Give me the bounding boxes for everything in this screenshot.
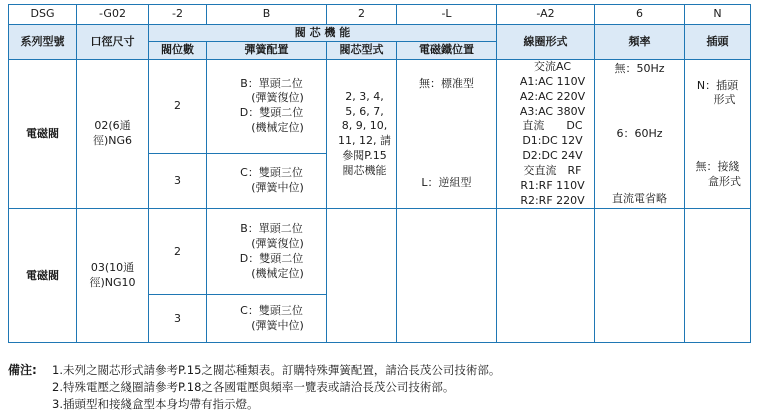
table-row	[9, 60, 751, 154]
coil-line: A2:AC 220V	[519, 89, 586, 103]
port-size-text: 02(6通徑)NG6	[92, 119, 133, 148]
code-spool: 2	[327, 5, 397, 25]
header-spring: 彈簧配置	[207, 42, 327, 60]
spring-line: (彈簧中位)	[251, 318, 304, 332]
coil-line: D2:DC 24V	[522, 149, 583, 163]
coil-line: 交直流 RF	[523, 163, 582, 177]
coil-line: 交流AC	[533, 60, 571, 73]
coil-line: R2:RF 220V	[520, 193, 585, 207]
code-size: -G02	[77, 5, 149, 25]
header-row-1	[9, 25, 751, 42]
header-mounting: 電磁鐵位置	[397, 42, 497, 60]
spring-line: (機械定位)	[251, 121, 304, 135]
notes-label: 備注:	[8, 363, 37, 377]
header-positions: 閥位數	[149, 42, 207, 60]
coil-line: A1:AC 110V	[519, 74, 586, 88]
mounting-cell-empty	[397, 209, 497, 343]
spring-line: D：雙頭二位	[239, 106, 304, 120]
mounting-standard: 無：標准型	[419, 77, 474, 91]
spring-cell	[207, 153, 327, 209]
port-size-text: 03(10通徑)NG10	[89, 261, 136, 289]
port-size-cell	[77, 60, 149, 209]
frequency-dc: 直流電省略	[612, 191, 667, 205]
frequency-cell-empty	[595, 209, 685, 343]
code-row	[9, 5, 751, 25]
frequency-gap	[595, 77, 684, 127]
spring-line: C：雙頭三位	[240, 304, 303, 318]
code-mounting: -L	[397, 5, 497, 25]
positions-cell: 2	[149, 60, 207, 154]
connector-line: N：插頭	[696, 78, 739, 92]
connector-cell-empty	[685, 209, 751, 343]
notes-lines	[52, 362, 500, 413]
spring-line: C：雙頭三位	[240, 166, 303, 180]
coil-line: 直流 DC	[522, 119, 583, 133]
connector-line: 形式	[713, 93, 736, 107]
note-line: 2.特殊電壓之綫圈請參考P.18之各國電壓與頻率一覽表或請洽長茂公司技術部。	[52, 380, 455, 394]
table-row	[9, 209, 751, 295]
spring-line: B：單頭二位	[240, 76, 303, 90]
spool-line: 閥芯機能	[342, 163, 387, 177]
code-series: DSG	[9, 5, 77, 25]
spring-line: (彈簧復位)	[251, 91, 304, 105]
connector-gap	[685, 108, 750, 160]
connector-cell	[685, 60, 751, 209]
spring-line: B：單頭二位	[240, 222, 303, 236]
code-positions: -2	[149, 5, 207, 25]
coil-line: R1:RF 110V	[520, 178, 585, 192]
connector-line: 無：接綫	[695, 160, 740, 174]
header-frequency: 頻率	[595, 25, 685, 60]
spool-line: 11, 12, 請	[338, 134, 391, 148]
code-connector: N	[685, 5, 751, 25]
model-code-table	[8, 4, 751, 343]
spool-line: 8, 9, 10,	[341, 119, 388, 133]
mounting-reverse: L：逆組型	[421, 176, 472, 190]
spring-line: (彈簧中位)	[251, 181, 304, 195]
series-cell: 電磁閥	[9, 60, 77, 209]
positions-cell: 3	[149, 153, 207, 209]
spool-type-cell	[327, 60, 397, 209]
spring-line: D：雙頭二位	[239, 251, 304, 265]
spring-cell	[207, 295, 327, 343]
spool-line: 2, 3, 4,	[345, 89, 384, 103]
positions-cell: 2	[149, 209, 207, 295]
spool-type-cell-empty	[327, 209, 397, 343]
note-line: 1.未列之閥芯形式請參考P.15之閥芯種類表。訂購特殊彈簧配置，請洽長茂公司技術部。	[52, 363, 501, 377]
coil-cell-empty	[497, 209, 595, 343]
note-line: 3.插頭型和接綫盒型本身均帶有指示燈。	[52, 397, 259, 411]
coil-line: A3:AC 380V	[519, 104, 586, 118]
header-series: 系列型號	[9, 25, 77, 60]
spring-line: (彈簧復位)	[251, 237, 304, 251]
header-connector: 插頭	[685, 25, 751, 60]
spring-line: (機械定位)	[251, 266, 304, 280]
positions-cell: 3	[149, 295, 207, 343]
frequency-60: 6：60Hz	[616, 126, 663, 140]
frequency-50: 無：50Hz	[614, 61, 665, 75]
coil-line: D1:DC 12V	[522, 134, 583, 148]
spool-line: 參閱P.15	[342, 149, 387, 163]
coil-cell	[497, 60, 595, 209]
header-spool-group: 閥 芯 機 能	[149, 25, 497, 42]
header-spool-type: 閥芯型式	[327, 42, 397, 60]
spring-cell	[207, 60, 327, 154]
connector-line: 盒形式	[708, 175, 741, 189]
frequency-cell	[595, 60, 685, 209]
series-cell: 電磁閥	[9, 209, 77, 343]
mounting-cell	[397, 60, 497, 209]
mounting-gap	[397, 92, 496, 176]
spring-cell	[207, 209, 327, 295]
code-frequency: 6	[595, 5, 685, 25]
port-size-cell	[77, 209, 149, 343]
code-coil: -A2	[497, 5, 595, 25]
code-spring: B	[207, 5, 327, 25]
header-coil: 線圈形式	[497, 25, 595, 60]
spool-line: 5, 6, 7,	[345, 104, 384, 118]
header-port-size: 口徑尺寸	[77, 25, 149, 60]
frequency-gap	[595, 142, 684, 192]
